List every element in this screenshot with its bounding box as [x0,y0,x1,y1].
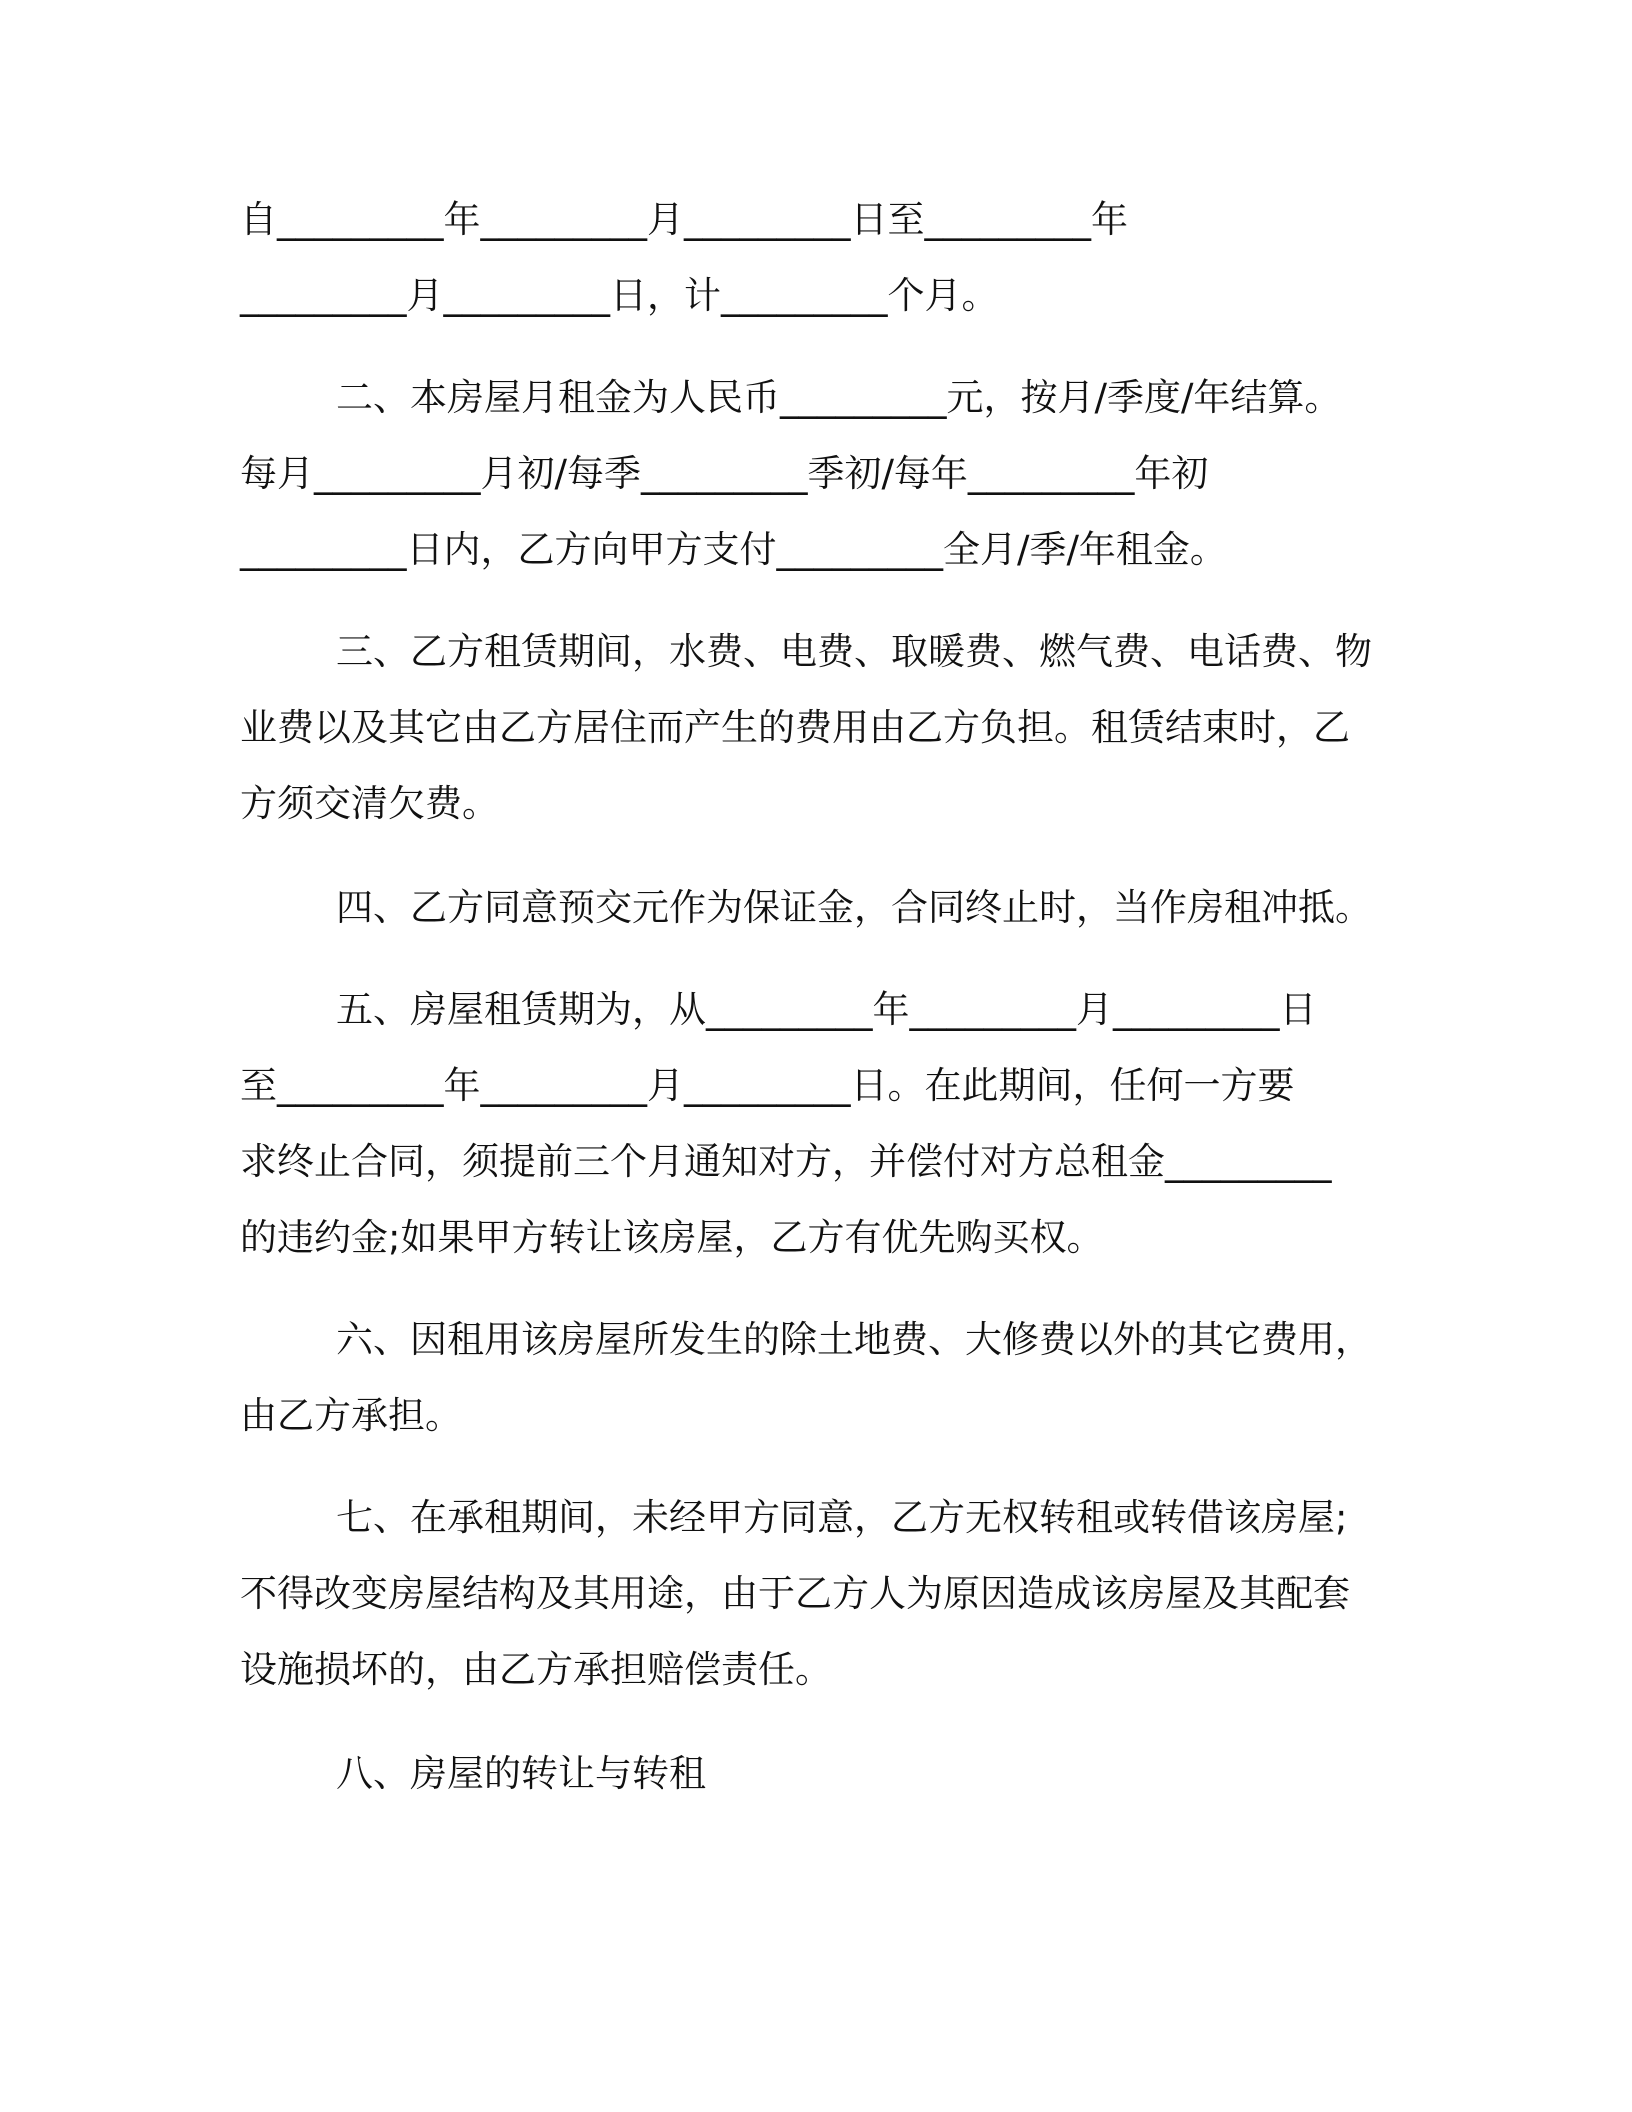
text-line: 自_________年_________月_________日至_________年 [240,198,1128,241]
text-line: 求终止合同，须提前三个月通知对方，并偿付对方总租金_________ [240,1140,1332,1183]
text-line: 不得改变房屋结构及其用途，由于乙方人为原因造成该房屋及其配套 [240,1572,1350,1615]
text-line: 至_________年_________月_________日。在此期间，任何一方要 [240,1064,1295,1107]
text-line: 五、房屋租赁期为，从_________年_________月_________日 [336,988,1317,1031]
text-line: _________日内，乙方向甲方支付_________全月/季/年租金。 [240,528,1227,571]
text-line: 每月_________月初/每季_________季初/每年_________年初 [240,452,1209,495]
text-line: 方须交清欠费。 [240,782,499,825]
text-line: 三、乙方租赁期间，水费、电费、取暖费、燃气费、电话费、物 [336,630,1372,673]
text-line: 七、在承租期间，未经甲方同意，乙方无权转租或转借该房屋; [336,1496,1348,1539]
text-line: 业费以及其它由乙方居住而产生的费用由乙方负担。租赁结束时，乙 [240,706,1350,749]
text-line: 八、房屋的转让与转租 [336,1752,706,1795]
text-line: 设施损坏的，由乙方承担赔偿责任。 [240,1648,832,1691]
text-line: 六、因租用该房屋所发生的除土地费、大修费以外的其它费用， [336,1318,1372,1361]
text-line: 二、本房屋月租金为人民币_________元，按月/季度/年结算。 [336,376,1342,419]
text-line: 的违约金;如果甲方转让该房屋，乙方有优先购买权。 [240,1216,1104,1259]
text-line: 由乙方承担。 [240,1394,462,1437]
text-line: _________月_________日，计_________个月。 [240,274,999,317]
text-line: 四、乙方同意预交元作为保证金，合同终止时，当作房租冲抵。 [336,886,1372,929]
